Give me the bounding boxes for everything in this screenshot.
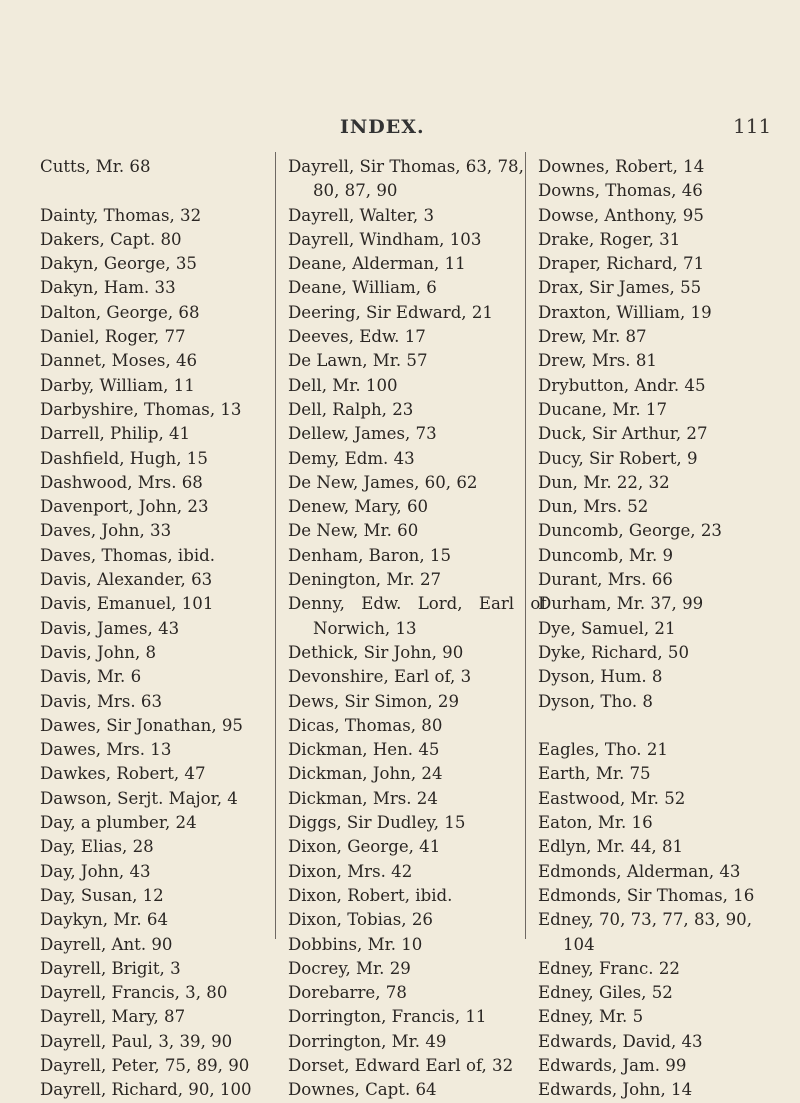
index-entry: Day, Elias, 28 <box>40 837 154 857</box>
index-entry: Dickman, John, 24 <box>288 764 443 784</box>
index-column-1 <box>40 155 290 1103</box>
index-entry: Dayrell, Francis, 3, 80 <box>40 983 228 1003</box>
index-entry: Dews, Sir Simon, 29 <box>288 691 460 711</box>
index-entry: Darrell, Philip, 41 <box>40 424 191 444</box>
index-entry: Dixon, Mrs. 42 <box>288 861 413 881</box>
index-entry: Docrey, Mr. 29 <box>288 958 411 978</box>
index-entry: Denew, Mary, 60 <box>288 497 429 517</box>
index-entry: Davis, Mrs. 63 <box>40 691 163 711</box>
index-entry: Dashfield, Hugh, 15 <box>40 448 208 468</box>
index-entry: Earth, Mr. 75 <box>538 764 651 784</box>
index-entry: 80, 87, 90 <box>313 181 398 201</box>
index-entry: Ducy, Sir Robert, 9 <box>538 448 698 468</box>
index-entry: Downs, Thomas, 46 <box>538 181 703 201</box>
index-entry: Devonshire, Earl of, 3 <box>288 667 472 687</box>
index-entry: Denny, Edw. Lord, Earl of <box>288 594 547 614</box>
index-entry: Daniel, Roger, 77 <box>40 327 186 347</box>
index-entry: Ducane, Mr. 17 <box>538 399 667 419</box>
index-entry: De New, James, 60, 62 <box>288 472 478 492</box>
index-entry: Dyson, Hum. 8 <box>538 667 663 687</box>
index-entry: Dakyn, George, 35 <box>40 254 197 274</box>
index-entry: Day, a plumber, 24 <box>40 813 197 833</box>
index-entry: Davis, Alexander, 63 <box>40 570 213 590</box>
index-entry: Davis, Mr. 6 <box>40 667 142 687</box>
index-entry: Edney, 70, 73, 77, 83, 90, <box>538 910 753 930</box>
index-entry: Eagles, Tho. 21 <box>538 740 668 760</box>
index-entry: Draxton, William, 19 <box>538 302 712 322</box>
index-entry: Darby, William, 11 <box>40 375 195 395</box>
index-entry: Davis, Emanuel, 101 <box>40 594 214 614</box>
index-entry: Dorrington, Francis, 11 <box>288 1007 487 1027</box>
index-entry: Edney, Franc. 22 <box>538 958 680 978</box>
index-entry: Dixon, George, 41 <box>288 837 441 857</box>
index-entry: Edwards, John, 14 <box>538 1080 693 1100</box>
index-entry: Dellew, James, 73 <box>288 424 437 444</box>
index-entry: Denington, Mr. 27 <box>288 570 442 590</box>
index-entry: Dannet, Moses, 46 <box>40 351 198 371</box>
index-entry: Edney, Giles, 52 <box>538 983 673 1003</box>
index-entry: Dalton, George, 68 <box>40 302 200 322</box>
index-entry: Dayrell, Windham, 103 <box>288 229 482 249</box>
index-entry: Diggs, Sir Dudley, 15 <box>288 813 466 833</box>
index-entry: Norwich, 13 <box>313 618 417 638</box>
index-entry: Dayrell, Paul, 3, 39, 90 <box>40 1031 233 1051</box>
index-entry: De Lawn, Mr. 57 <box>288 351 428 371</box>
index-entry: Duck, Sir Arthur, 27 <box>538 424 708 444</box>
index-entry: Deeves, Edw. 17 <box>288 327 426 347</box>
index-entry: Dawes, Mrs. 13 <box>40 740 172 760</box>
index-entry: Dayrell, Peter, 75, 89, 90 <box>40 1055 250 1075</box>
index-entry: Dobbins, Mr. 10 <box>288 934 423 954</box>
index-entry: Daykyn, Mr. 64 <box>40 910 169 930</box>
page-number: 111 <box>733 114 772 138</box>
index-entry: Eastwood, Mr. 52 <box>538 788 686 808</box>
index-entry: Dainty, Thomas, 32 <box>40 205 202 225</box>
index-entry: Dixon, Robert, ibid. <box>288 885 453 905</box>
index-entry: Dyson, Tho. 8 <box>538 691 653 711</box>
index-entry: Durant, Mrs. 66 <box>538 570 673 590</box>
index-entry: Davis, John, 8 <box>40 642 157 662</box>
index-entry: Dayrell, Sir Thomas, 63, 78, <box>288 157 524 176</box>
index-entry: Draper, Richard, 71 <box>538 254 705 274</box>
index-entry: Edney, Mr. 5 <box>538 1007 644 1027</box>
index-entry: Durham, Mr. 37, 99 <box>538 594 704 614</box>
index-entry: Dawes, Sir Jonathan, 95 <box>40 715 243 735</box>
index-entry: Dell, Mr. 100 <box>288 375 398 395</box>
index-entry: Dayrell, Mary, 87 <box>40 1007 186 1027</box>
index-entry: Drake, Roger, 31 <box>538 229 681 249</box>
index-entry: Dashwood, Mrs. 68 <box>40 472 203 492</box>
index-entry: Deering, Sir Edward, 21 <box>288 302 493 322</box>
index-entry: Dayrell, Ant. 90 <box>40 934 173 954</box>
index-entry: Cutts, Mr. 68 <box>40 157 151 176</box>
index-entry: Drew, Mrs. 81 <box>538 351 657 371</box>
index-entry: Dickman, Mrs. 24 <box>288 788 438 808</box>
index-entry: Dickman, Hen. 45 <box>288 740 440 760</box>
index-entry: Dye, Samuel, 21 <box>538 618 676 638</box>
index-entry: Duncomb, George, 23 <box>538 521 722 541</box>
index-entry: Day, Susan, 12 <box>40 885 164 905</box>
index-entry: Dell, Ralph, 23 <box>288 399 414 419</box>
index-entry: 104 <box>563 934 595 954</box>
index-entry: Downes, Capt. 64 <box>288 1080 437 1100</box>
index-entry: Dun, Mr. 22, 32 <box>538 472 670 492</box>
index-entry: Davenport, John, 23 <box>40 497 209 517</box>
index-entry: Dorset, Edward Earl of, 32 <box>288 1055 514 1075</box>
index-entry: Edmonds, Sir Thomas, 16 <box>538 885 755 905</box>
index-entry: Dethick, Sir John, 90 <box>288 642 464 662</box>
index-entry: Denham, Baron, 15 <box>288 545 452 565</box>
index-entry: Dixon, Tobias, 26 <box>288 910 433 930</box>
index-entry: Eaton, Mr. 16 <box>538 813 653 833</box>
index-entry: Drax, Sir James, 55 <box>538 278 702 298</box>
index-entry: Dakyn, Ham. 33 <box>40 278 176 298</box>
index-entry: Day, John, 43 <box>40 861 151 881</box>
index-entry: Duncomb, Mr. 9 <box>538 545 674 565</box>
index-entry: Dicas, Thomas, 80 <box>288 715 443 735</box>
index-entry: Dayrell, Brigit, 3 <box>40 958 181 978</box>
index-entry: Dawkes, Robert, 47 <box>40 764 206 784</box>
index-entry: Dowse, Anthony, 95 <box>538 205 704 225</box>
index-entry: Drybutton, Andr. 45 <box>538 375 706 395</box>
index-entry: Dorebarre, 78 <box>288 983 407 1003</box>
index-entry: Dawson, Serjt. Major, 4 <box>40 788 238 808</box>
index-entry: Edlyn, Mr. 44, 81 <box>538 837 684 857</box>
index-entry: Edwards, Jam. 99 <box>538 1055 687 1075</box>
index-entry: Darbyshire, Thomas, 13 <box>40 399 242 419</box>
index-entry: Demy, Edm. 43 <box>288 448 415 468</box>
index-entry: Dakers, Capt. 80 <box>40 229 182 249</box>
index-entry: Deane, Alderman, 11 <box>288 254 466 274</box>
index-entry: Dyke, Richard, 50 <box>538 642 689 662</box>
index-entry: Dorrington, Mr. 49 <box>288 1031 447 1051</box>
index-entry: De New, Mr. 60 <box>288 521 419 541</box>
page-title: INDEX. <box>340 116 425 138</box>
index-entry: Drew, Mr. 87 <box>538 327 647 347</box>
index-column-2 <box>288 155 547 1103</box>
index-entry: Dun, Mrs. 52 <box>538 497 649 517</box>
index-entry: Daves, John, 33 <box>40 521 172 541</box>
index-entry: Dayrell, Richard, 90, 100 <box>40 1080 252 1100</box>
index-entry: Deane, William, 6 <box>288 278 437 298</box>
index-entry: Edmonds, Alderman, 43 <box>538 861 741 881</box>
index-entry: Dayrell, Walter, 3 <box>288 205 435 225</box>
index-entry: Daves, Thomas, ibid. <box>40 545 216 565</box>
index-entry: Davis, James, 43 <box>40 618 180 638</box>
index-entry: Edwards, David, 43 <box>538 1031 703 1051</box>
index-column-3 <box>538 155 796 1103</box>
index-entry: Downes, Robert, 14 <box>538 157 705 176</box>
